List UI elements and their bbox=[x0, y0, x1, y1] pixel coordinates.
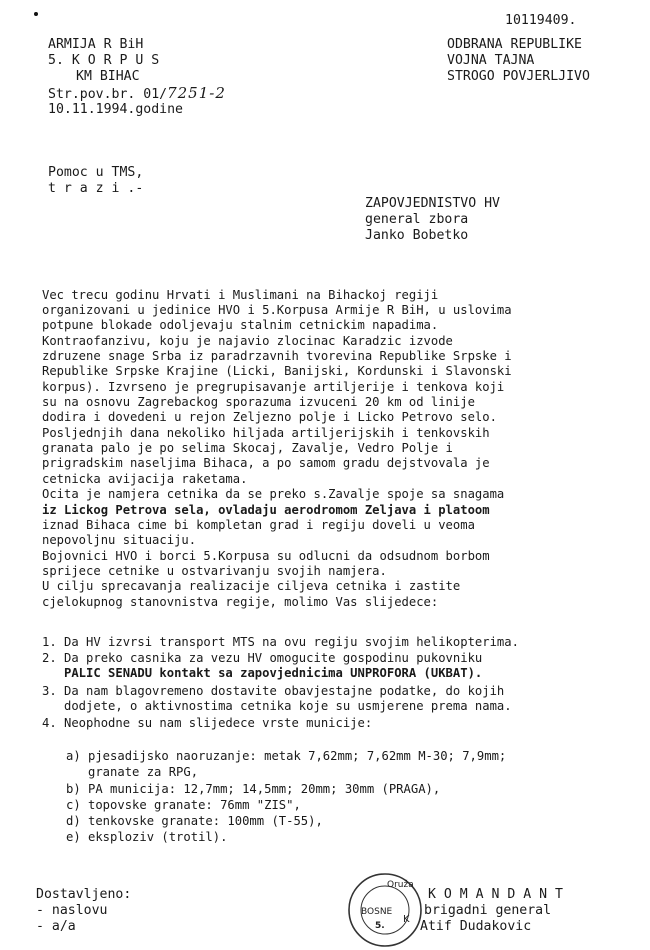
body-line: U cilju sprecavanja realizacije ciljeva cetnika i zastite bbox=[42, 579, 461, 593]
request-item: 2. Da preko casnika za vezu HV omogucite gospodinu pukovniku bbox=[42, 651, 483, 665]
reference-handwritten: 7251-2 bbox=[167, 84, 226, 102]
signature-rank: brigadni general bbox=[424, 903, 552, 918]
classification-line-1: ODBRANA REPUBLIKE bbox=[447, 37, 582, 52]
reference-number bbox=[48, 86, 226, 103]
body-line: organizovani u jedinice HVO i 5.Korpusa Armije R BiH, u uslovima bbox=[42, 303, 512, 317]
stamp-text: BOSNE bbox=[361, 907, 393, 917]
munition-item: e) eksploziv (trotil). bbox=[66, 830, 228, 844]
munition-item: a) pjesadijsko naoruzanje: metak 7,62mm; 7,62mm M-30; 7,9mm; bbox=[66, 749, 507, 763]
stamp-text: Oruža bbox=[387, 880, 414, 890]
recipient-line-2: general zbora bbox=[365, 212, 469, 227]
body-line: iznad Bihaca cime bi kompletan grad i regiju doveli u veoma bbox=[42, 518, 475, 532]
body-line: su na osnovu Zagrebackog sporazuma izvuceni 20 km od linije bbox=[42, 395, 475, 409]
stamp-text: 5. bbox=[375, 921, 385, 931]
body-line: granata palo je po selima Skocaj, Zavalje, Vedro Polje i bbox=[42, 441, 453, 455]
margin-mark bbox=[34, 12, 38, 16]
stamp-text: K bbox=[403, 914, 410, 925]
body-line: korpus). Izvrseno je pregrupisavanje artiljerije i tenkova koji bbox=[42, 380, 505, 394]
body-line: Kontraofanzivu, koju je najavio zlocinac Karadzic izvode bbox=[42, 334, 453, 348]
sender-corps: 5. K O R P U S bbox=[48, 53, 160, 68]
body-line: dodira i dovedeni u rejon Zeljezno polje i Licko Petrovo selo. bbox=[42, 410, 497, 424]
munition-item: b) PA municija: 12,7mm; 14,5mm; 20mm; 30mm (PRAGA), bbox=[66, 782, 441, 796]
munition-item: granate za RPG, bbox=[66, 765, 199, 779]
signature-title: K O M A N D A N T bbox=[428, 887, 563, 902]
body-line: Republike Srpske Krajine (Licki, Banijski, Kordunski i Slavonski bbox=[42, 364, 512, 378]
signature-name: Atif Dudakovic bbox=[420, 919, 532, 934]
sender-army: ARMIJA R BiH bbox=[48, 37, 144, 52]
body-line: prigradskim naseljima Bihaca, a po samom gradu dejstvovala je bbox=[42, 456, 490, 470]
body-line: zdruzene snage Srba iz paradrzavnih tvorevina Republike Srpske i bbox=[42, 349, 512, 363]
body-line: cjelokupnog stanovnistva regije, molimo Vas slijedece: bbox=[42, 595, 439, 609]
subject-line-2: t r a z i .- bbox=[48, 181, 144, 196]
body-line: iz Lickog Petrova sela, ovladaju aerodromom Zeljava i platoom bbox=[42, 503, 490, 517]
body-line: Ocita je namjera cetnika da se preko s.Zavalje spoje sa snagama bbox=[42, 487, 505, 501]
recipient-line-1: ZAPOVJEDNISTVO HV bbox=[365, 196, 500, 211]
subject-line-1: Pomoc u TMS, bbox=[48, 165, 144, 180]
munition-item: c) topovske granate: 76mm "ZIS", bbox=[66, 798, 301, 812]
classification-line-3: STROGO POVJERLJIVO bbox=[447, 69, 590, 84]
recipient-line-3: Janko Bobetko bbox=[365, 228, 469, 243]
request-item: dodjete, o aktivnostima cetnika koje su usmjerene prema nama. bbox=[42, 699, 512, 713]
body-line: Bojovnici HVO i borci 5.Korpusa su odlucni da odsudnom borbom bbox=[42, 549, 490, 563]
body-line: Posljednjih dana nekoliko hiljada artiljerijskih i tenkovskih bbox=[42, 426, 490, 440]
delivered-item: - a/a bbox=[36, 919, 76, 934]
delivered-item: - naslovu bbox=[36, 903, 108, 918]
request-item: 3. Da nam blagovremeno dostavite obavjestajne podatke, do kojih bbox=[42, 684, 505, 698]
body-line: Vec trecu godinu Hrvati i Muslimani na Bihackoj regiji bbox=[42, 288, 439, 302]
munition-item: d) tenkovske granate: 100mm (T-55), bbox=[66, 814, 323, 828]
body-line: cetnicka avijacija raketama. bbox=[42, 472, 248, 486]
body-line: sprijece cetnike u ostvarivanju svojih namjera. bbox=[42, 564, 387, 578]
classification-line-2: VOJNA TAJNA bbox=[447, 53, 535, 68]
document-date: 10.11.1994.godine bbox=[48, 102, 183, 117]
sender-command: KM BIHAC bbox=[76, 69, 140, 84]
reference-prefix: Str.pov.br. 01/ bbox=[48, 87, 168, 102]
body-line: potpune blokade odoljevaju stalnim cetnickim napadima. bbox=[42, 318, 439, 332]
request-item: 1. Da HV izvrsi transport MTS na ovu regiju svojim helikopterima. bbox=[42, 635, 519, 649]
body-line: nepovoljnu situaciju. bbox=[42, 533, 197, 547]
request-item: PALIC SENADU kontakt sa zapovjednicima UNPROFORA (UKBAT). bbox=[42, 666, 483, 680]
delivered-label: Dostavljeno: bbox=[36, 887, 132, 902]
official-stamp bbox=[345, 870, 425, 950]
request-item: 4. Neophodne su nam slijedece vrste municije: bbox=[42, 716, 373, 730]
document-number: 10119409. bbox=[505, 13, 577, 28]
